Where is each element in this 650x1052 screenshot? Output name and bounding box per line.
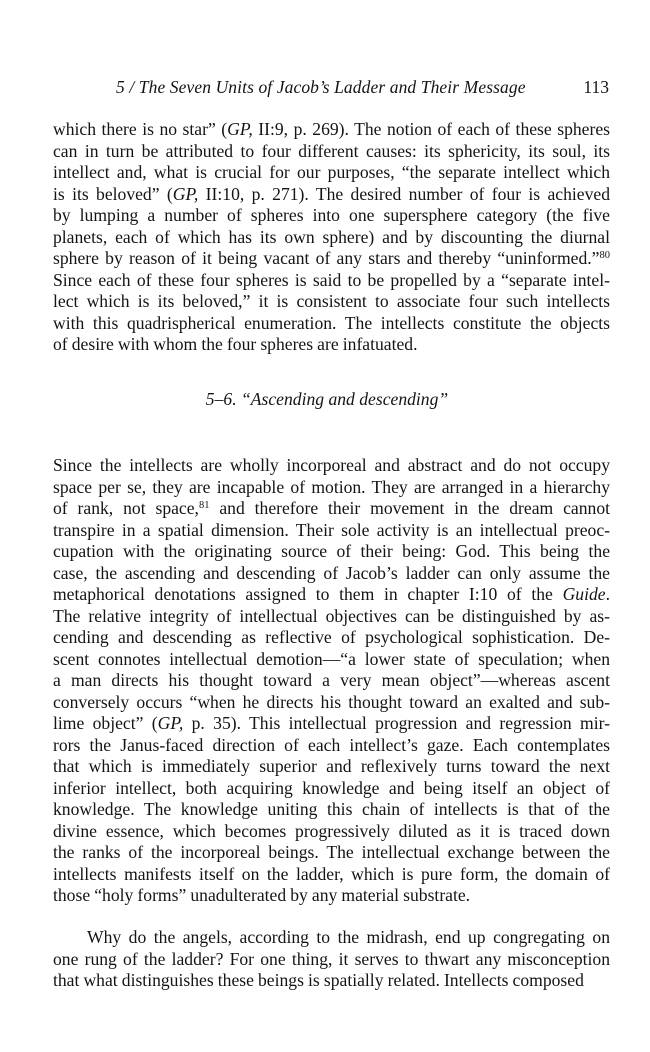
text-line: by lumping a number of spheres into one supersphere category (the five [53,205,610,225]
text-line: case, the ascending and descending of Jacob’s ladder can only assume the [53,562,610,583]
text-line: conversely occurs “when he directs his thought toward an exalted and sub- [53,691,610,712]
paragraph-angels [53,927,610,992]
text-line: of rank, not space,$^{81}$ and therefore their movement in the dream cannot [53,498,611,518]
text-line: intellects manifests itself on the ladder, which is pure form, the domain of [53,863,610,884]
text-line: lect which is its beloved,” it is consistent to associate four such intellects [53,291,610,311]
text-line: Since each of these four spheres is said to be propelled by a “separate intel- [53,269,610,290]
text-line: those “holy forms” unadulterated by any material substrate. [53,885,471,905]
section-heading [0,387,650,411]
text-line: which there is no star” (GP, II:9, p. 269). The notion of each of these spheres [53,119,610,139]
text-line: transpire in a spatial dimension. Their sole activity is an intellectual preoc- [53,519,610,540]
text-line: metaphorical denotations assigned to them in chapter I:10 of the Guide. [53,584,610,604]
page-number: 113 [583,77,609,97]
text-line: intellect and, what is crucial for our purposes, “the separate intellect which [53,162,610,182]
text-line: that what distinguishes these beings is spatially related. Intellects composed [53,970,584,990]
section-heading-text: 5–6. “Ascending and descending” [205,389,449,409]
paragraph-continued [53,119,610,356]
text-line: inferior intellect, both acquiring knowledge and being itself an object of [53,777,610,798]
text-line: lime object” (GP, p. 35). This intellectual progression and regression mir- [53,713,610,733]
text-line: of desire with whom the four spheres are infatuated. [53,334,418,354]
text-line: cupation with the originating source of their being: God. This being the [53,541,610,561]
text-line: scent connotes intellectual demotion—“a lower state of speculation; when [53,648,610,669]
text-line: cending and descending as reflective of psychological sophistication. De- [53,627,610,647]
paragraph-section-body [53,455,610,907]
text-line: the ranks of the incorporeal beings. The intellectual exchange between the [53,842,610,862]
text-line: Why do the angels, according to the midrash, end up congregating on [87,927,610,947]
text-line: a man directs his thought toward a very mean object”—whereas ascent [53,670,610,690]
text-line: that which is immediately superior and reflexively turns toward the next [53,756,610,776]
running-head [116,76,609,98]
text-line: is its beloved” (GP, II:10, p. 271). The desired number of four is achieved [53,183,610,204]
text-line: divine essence, which becomes progressively diluted as it is traced down [53,820,610,841]
text-line: The relative integrity of intellectual objectives can be distinguished by as- [53,605,610,626]
text-line: planets, each of which has its own sphere) and by discounting the diurnal [53,226,610,247]
text-line: with this quadrispherical enumeration. The intellects constitute the objects [53,312,610,333]
text-line: space per se, they are incapable of motion. They are arranged in a hierarchy [53,476,610,497]
text-line: can in turn be attributed to four different causes: its sphericity, its soul, its [53,140,610,161]
text-line: Since the intellects are wholly incorporeal and abstract and do not occupy [53,455,610,475]
text-line: sphere by reason of it being vacant of any stars and thereby “uninformed.”$^{80}$ [53,248,610,268]
text-line: knowledge. The knowledge uniting this chain of intellects is that of the [53,799,610,819]
text-line: rors the Janus-faced direction of each intellect’s gaze. Each contemplates [53,734,610,755]
text-line: one rung of the ladder? For one thing, it serves to thwart any misconception [53,948,610,969]
running-head-title: 5 / The Seven Units of Jacob’s Ladder and Their Message [116,77,526,97]
